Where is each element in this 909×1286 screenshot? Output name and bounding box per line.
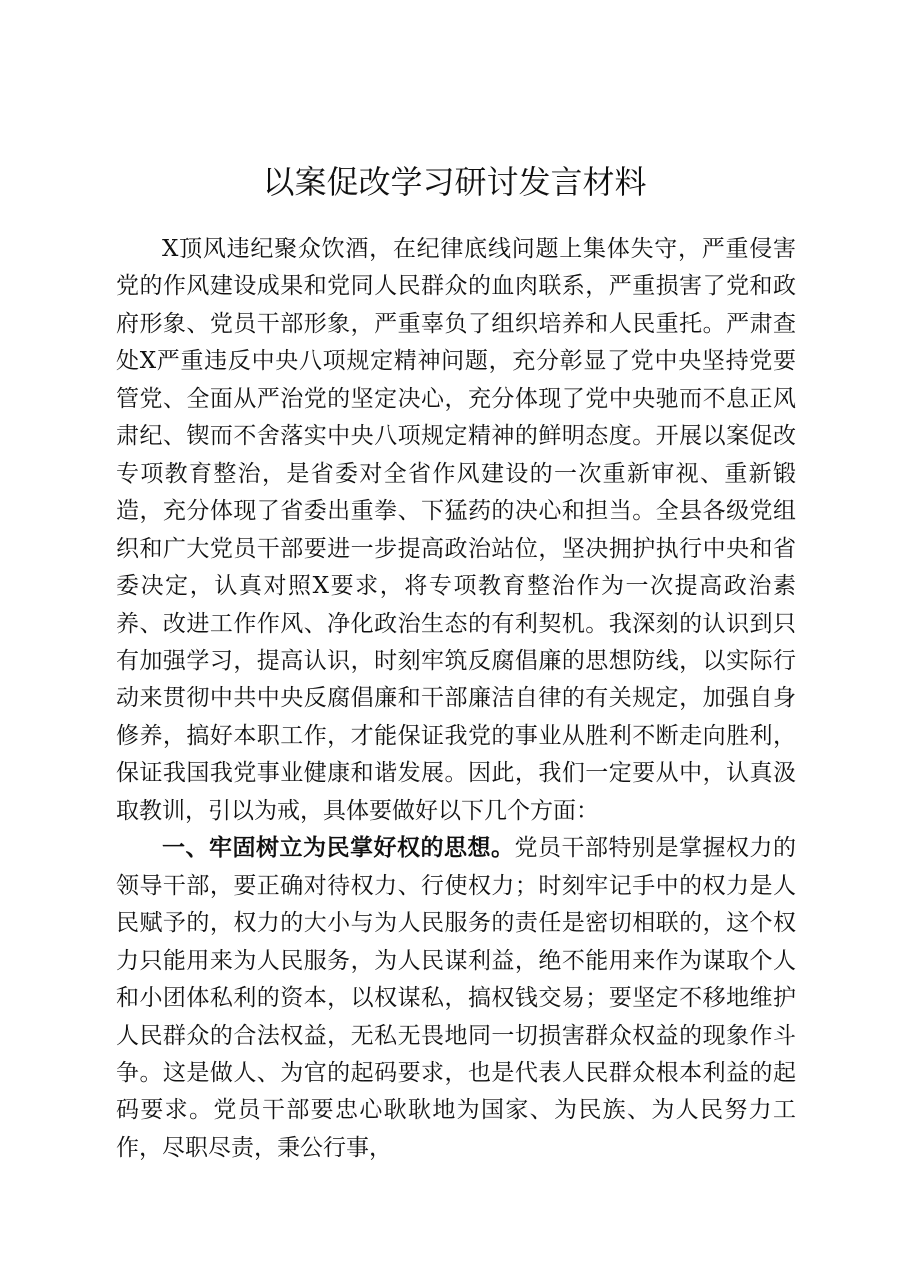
- paragraph-intro: X顶风违纪聚众饮酒，在纪律底线问题上集体失守，严重侵害党的作风建设成果和党同人民群众的血肉联系，严重损害了党和政府形象、党员干部形象，严重辜负了组织培养和人民重托。严肃查处X严重违反中央八项规定精神问题，充分彰显了党中央坚持党要管党、全面从严治党的坚定决心，充分体现了党中央驰而不息正风肃纪、锲而不舍落实中央八项规定精神的鲜明态度。开展以案促改专项教育整治，是省委对全省作风建设的一次重新审视、重新锻造，充分体现了省委出重拳、下猛药的决心和担当。全县各级党组织和广大党员干部要进一步提高政治站位，坚决拥护执行中央和省委决定，认真对照X要求，将专项教育整治作为一次提高政治素养、改进工作作风、净化政治生态的有利契机。我深刻的认识到只有加强学习，提高认识，时刻牢筑反腐倡廉的思想防线，以实际行动来贯彻中共中央反腐倡廉和干部廉洁自律的有关规定，加强自身修养，搞好本职工作，才能保证我党的事业从胜利不断走向胜利，保证我国我党事业健康和谐发展。因此，我们一定要从中，认真汲取教训，引以为戒，具体要做好以下几个方面：: [116, 236, 796, 824]
- section-1-body: 党员干部特别是掌握权力的领导干部，要正确对待权力、行使权力；时刻牢记手中的权力是人民赋予的，权力的大小与为人民服务的责任是密切相联的，这个权力只能用来为人民服务，为人民谋利益，绝不能用来作为谋取个人和小团体私利的资本，以权谋私，搞权钱交易；要坚定不移地维护人民群众的合法权益，无私无畏地同一切损害群众权益的现象作斗争。这是做人、为官的起码要求，也是代表人民群众根本利益的起码要求。党员干部要忠心耿耿地为国家、为民族、为人民努力工作，尽职尽责，秉公行事，: [116, 835, 796, 1161]
- document-body: [116, 231, 796, 1167]
- section-1-heading: 一、牢固树立为民掌好权的思想。: [162, 835, 515, 862]
- paragraph-section-1: [116, 830, 796, 1167]
- document-title: 以案促改学习研讨发言材料: [262, 163, 647, 201]
